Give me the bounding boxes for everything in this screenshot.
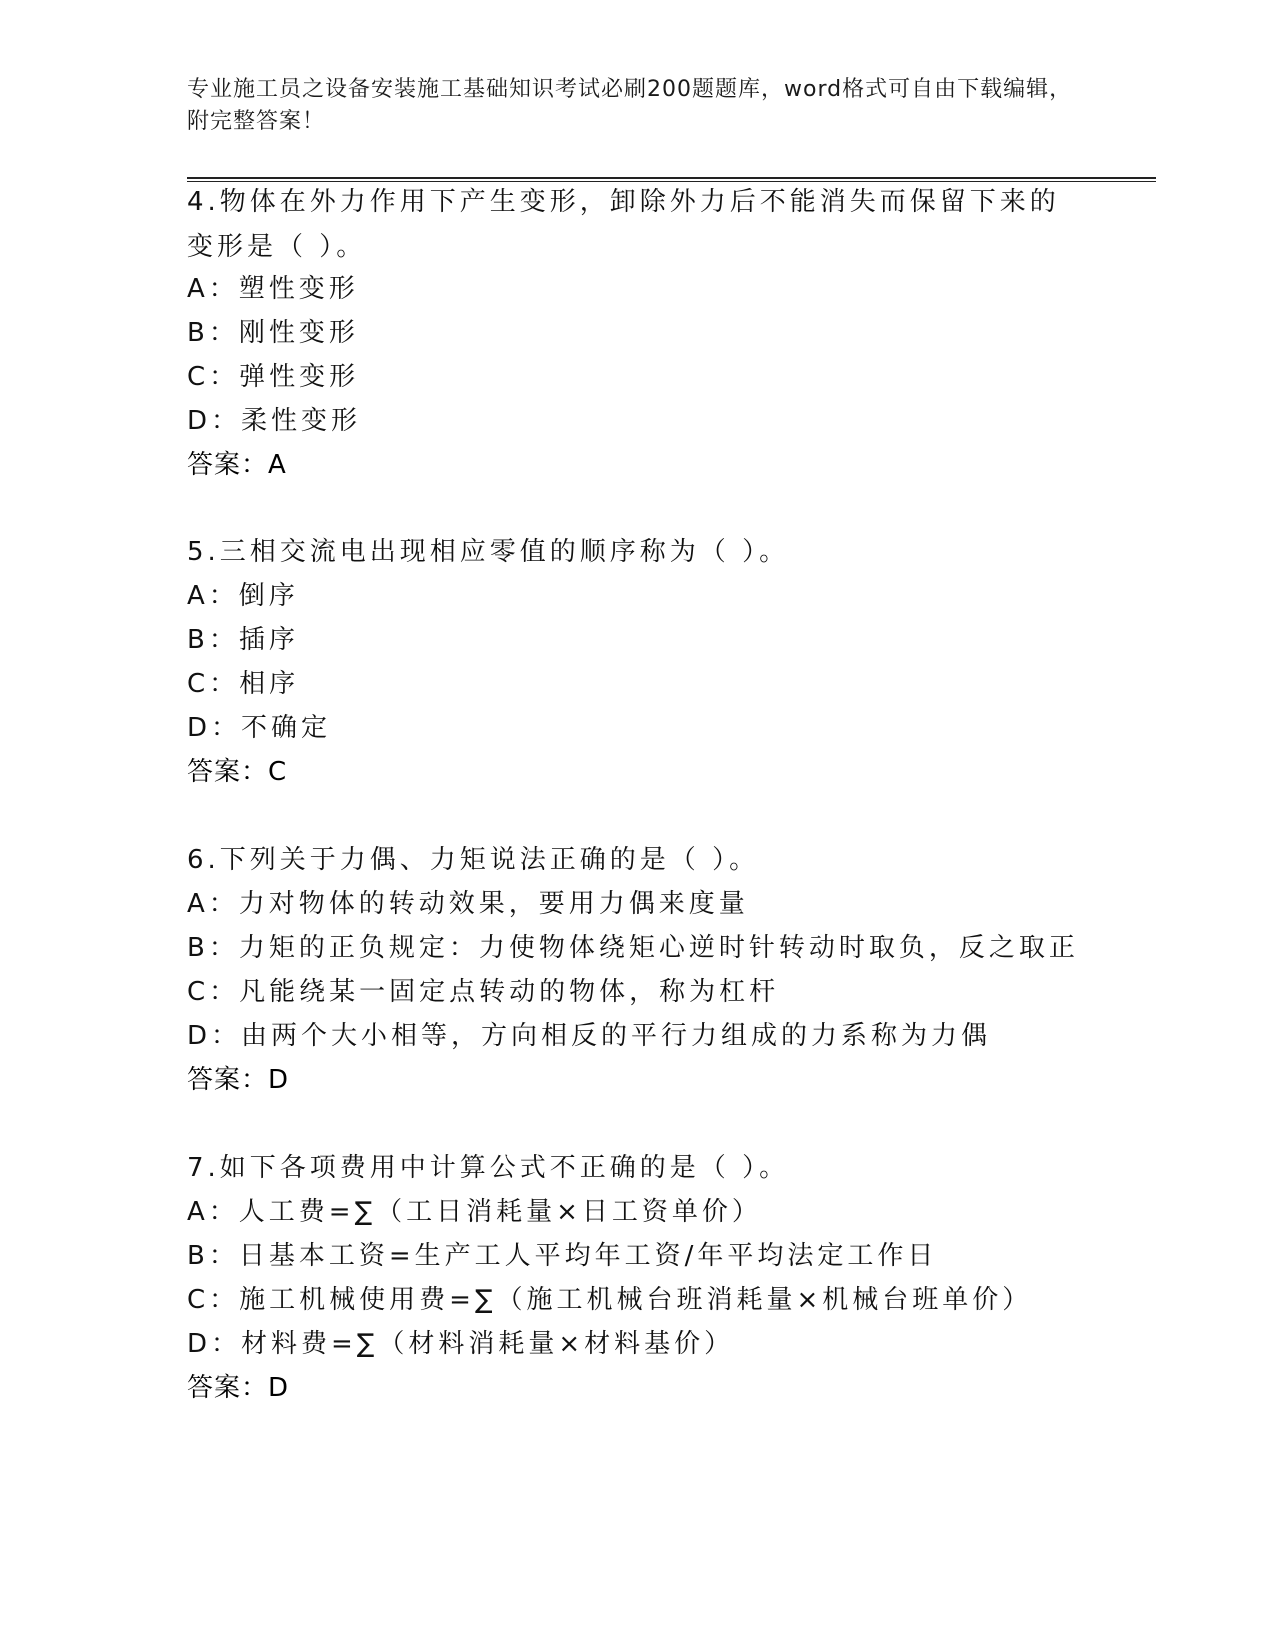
question-6-option-a: A：力对物体的转动效果，要用力偶来度量	[187, 889, 749, 919]
question-4-answer: 答案：A	[187, 450, 287, 480]
document-header: 专业施工员之设备安装施工基础知识考试必刷200题题库，word格式可自由下载编辑，附完整答案！	[187, 77, 1073, 134]
question-5-option-a: A：倒序	[187, 581, 299, 611]
question-7-option-c: C：施工机械使用费=∑（施工机械台班消耗量×机械台班单价）	[187, 1285, 1033, 1315]
question-7-answer: 答案：D	[187, 1373, 290, 1403]
question-7-option-b: B：日基本工资=生产工人平均年工资/年平均法定工作日	[187, 1241, 938, 1271]
question-6-option-b: B：力矩的正负规定：力使物体绕矩心逆时针转动时取负，反之取正	[187, 933, 1079, 963]
question-4-option-b: B：刚性变形	[187, 318, 359, 348]
question-4-stem: 4.物体在外力作用下产生变形，卸除外力后不能消失而保留下来的变形是（ ）。	[187, 187, 1060, 262]
question-4-option-a: A：塑性变形	[187, 274, 359, 304]
question-7-option-d: D：材料费=∑（材料消耗量×材料基价）	[187, 1329, 735, 1359]
question-4-option-c: C：弹性变形	[187, 362, 360, 392]
question-6-option-c: C：凡能绕某一固定点转动的物体，称为杠杆	[187, 977, 780, 1007]
question-5-option-c: C：相序	[187, 669, 300, 699]
question-5-stem: 5.三相交流电出现相应零值的顺序称为（ ）。	[187, 537, 790, 567]
question-6-answer: 答案：D	[187, 1065, 290, 1095]
question-7-option-a: A：人工费=∑（工日消耗量×日工资单价）	[187, 1197, 762, 1227]
question-6-option-d: D：由两个大小相等，方向相反的平行力组成的力系称为力偶	[187, 1021, 992, 1051]
question-5-option-b: B：插序	[187, 625, 299, 655]
question-6-stem: 6.下列关于力偶、力矩说法正确的是（ ）。	[187, 845, 760, 875]
question-5-answer: 答案：C	[187, 757, 288, 787]
question-5-option-d: D：不确定	[187, 713, 332, 743]
question-7-stem: 7.如下各项费用中计算公式不正确的是（ ）。	[187, 1153, 790, 1183]
question-4-option-d: D：柔性变形	[187, 406, 362, 436]
